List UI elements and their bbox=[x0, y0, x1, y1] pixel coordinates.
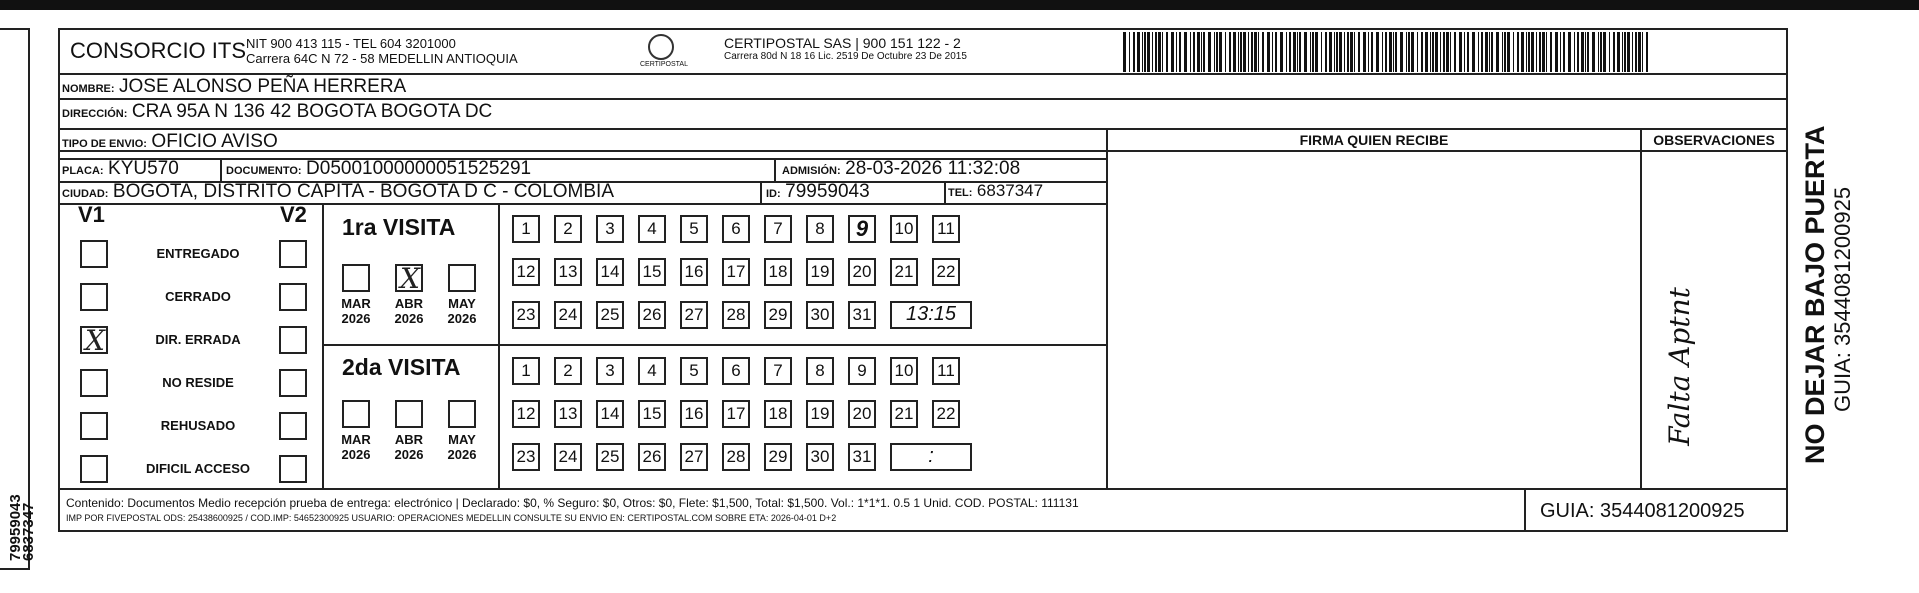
day-box: 29 bbox=[764, 301, 792, 329]
month-name: MAR bbox=[341, 432, 371, 447]
company-name: CONSORCIO ITS bbox=[70, 38, 247, 63]
month-label bbox=[442, 432, 482, 462]
left-strip-tel: 6837347 bbox=[20, 502, 37, 561]
day-box: 23 bbox=[512, 443, 540, 471]
ciudad-field: CIUDAD: BOGOTA, DISTRITO CAPITA - BOGOTA D C - COLOMBIA bbox=[62, 181, 615, 202]
day-box: 18 bbox=[764, 258, 792, 286]
company-info bbox=[246, 36, 518, 66]
divider bbox=[58, 203, 1108, 205]
divider bbox=[944, 181, 946, 203]
divider bbox=[322, 203, 324, 488]
visit2-title: 2da VISITA bbox=[342, 354, 461, 380]
placa-field: PLACA: KYU570 bbox=[62, 158, 179, 179]
day-box: 6 bbox=[722, 357, 750, 385]
day-box: 7 bbox=[764, 215, 792, 243]
footer-print-info: IMP POR FIVEPOSTAL ODS: 25438600925 / COD.IMP: 54652300925 USUARIO: OPERACIONES MEDELLIN CONSULTE SU ENVIO EN: CERTIPOSTAL.COM SOBRE ETA: 2026-04-01 D+2 bbox=[66, 513, 837, 523]
month-year: 2026 bbox=[341, 447, 371, 462]
day-box: 27 bbox=[680, 443, 708, 471]
day-box: 13 bbox=[554, 400, 582, 428]
day-box: 25 bbox=[596, 301, 624, 329]
day-box: 16 bbox=[680, 258, 708, 286]
day-box: 12 bbox=[512, 258, 540, 286]
divider bbox=[58, 150, 1788, 152]
day-box: 25 bbox=[596, 443, 624, 471]
company-nit: NIT 900 413 115 - TEL 604 3201000 bbox=[246, 36, 456, 51]
day-box: 8 bbox=[806, 215, 834, 243]
divider bbox=[1106, 128, 1108, 488]
time-box: 13:15 bbox=[890, 301, 972, 329]
day-box: 20 bbox=[848, 400, 876, 428]
day-box: 8 bbox=[806, 357, 834, 385]
month-checkbox bbox=[448, 264, 476, 292]
day-box: 22 bbox=[932, 400, 960, 428]
month-year: 2026 bbox=[394, 311, 424, 326]
day-box: 21 bbox=[890, 258, 918, 286]
day-box: 31 bbox=[848, 301, 876, 329]
certipostal-info bbox=[724, 36, 967, 64]
certipostal-logo: CERTIPOSTAL bbox=[640, 34, 682, 68]
day-box: 24 bbox=[554, 301, 582, 329]
divider bbox=[58, 128, 1788, 130]
tipo-envio-field: TIPO DE ENVIO: OFICIO AVISO bbox=[62, 131, 278, 152]
month-year: 2026 bbox=[447, 447, 477, 462]
day-box: 23 bbox=[512, 301, 540, 329]
day-box: 26 bbox=[638, 443, 666, 471]
month-label bbox=[336, 296, 376, 326]
day-box: 4 bbox=[638, 215, 666, 243]
month-checkbox bbox=[342, 264, 370, 292]
month-year: 2026 bbox=[394, 447, 424, 462]
day-box: 27 bbox=[680, 301, 708, 329]
top-border-bar bbox=[0, 0, 1919, 10]
status-label: ENTREGADO bbox=[156, 246, 240, 261]
day-box: 2 bbox=[554, 357, 582, 385]
day-box: 17 bbox=[722, 400, 750, 428]
month-checkbox bbox=[395, 400, 423, 428]
day-box: 30 bbox=[806, 443, 834, 471]
day-box: 14 bbox=[596, 258, 624, 286]
divider bbox=[1786, 73, 1788, 532]
day-box: 11 bbox=[932, 357, 960, 385]
visit1-title: 1ra VISITA bbox=[342, 214, 456, 240]
divider bbox=[774, 158, 776, 181]
day-box: 17 bbox=[722, 258, 750, 286]
admision-field: ADMISIÓN: 28-03-2026 11:32:08 bbox=[782, 158, 1021, 179]
left-strip-id: 79959043 bbox=[7, 494, 24, 561]
nombre-field: NOMBRE: JOSE ALONSO PEÑA HERRERA bbox=[62, 76, 407, 97]
divider bbox=[58, 98, 1788, 100]
status-label: NO RESIDE bbox=[162, 375, 234, 390]
day-box: 12 bbox=[512, 400, 540, 428]
day-box: 21 bbox=[890, 400, 918, 428]
footer-guia: GUIA: 3544081200925 bbox=[1540, 500, 1745, 522]
day-box: 24 bbox=[554, 443, 582, 471]
day-box: 26 bbox=[638, 301, 666, 329]
day-box: 2 bbox=[554, 215, 582, 243]
v2-checkbox bbox=[279, 326, 307, 354]
footer-contents: Contenido: Documentos Medio recepción prueba de entrega: electrónico | Declarado: $0, % Seguro: $0, Otros: $0, Flete: $1,500, Total: $1,500. Vol.: 1*1*1. 0.5 1 Unid. COD. POSTAL: 111131 bbox=[66, 496, 1079, 510]
day-box: 9 bbox=[848, 215, 876, 243]
v2-checkbox bbox=[279, 369, 307, 397]
firma-header: FIRMA QUIEN RECIBE bbox=[1299, 132, 1449, 148]
divider bbox=[58, 488, 1788, 490]
day-box: 3 bbox=[596, 357, 624, 385]
company-address: Carrera 64C N 72 - 58 MEDELLIN ANTIOQUIA bbox=[246, 51, 518, 66]
v1-checkbox bbox=[80, 240, 108, 268]
month-label bbox=[442, 296, 482, 326]
divider bbox=[760, 181, 762, 203]
right-guia-label: GUIA: 3544081200925 bbox=[1830, 186, 1855, 412]
status-label: CERRADO bbox=[165, 289, 231, 304]
month-label bbox=[389, 296, 429, 326]
day-box: 19 bbox=[806, 400, 834, 428]
day-box: 16 bbox=[680, 400, 708, 428]
day-box: 7 bbox=[764, 357, 792, 385]
v1-checkbox bbox=[80, 412, 108, 440]
month-name: MAY bbox=[448, 432, 476, 447]
divider bbox=[58, 73, 1788, 75]
day-box: 6 bbox=[722, 215, 750, 243]
day-box: 22 bbox=[932, 258, 960, 286]
v1-checkbox bbox=[80, 283, 108, 311]
v2-checkbox bbox=[279, 455, 307, 483]
documento-field: DOCUMENTO: D05001000000051525291 bbox=[226, 158, 532, 179]
month-name: ABR bbox=[394, 296, 424, 311]
month-label bbox=[336, 432, 376, 462]
day-box: 1 bbox=[512, 357, 540, 385]
divider bbox=[322, 344, 1108, 346]
day-box: 20 bbox=[848, 258, 876, 286]
v1-header: V1 bbox=[78, 202, 105, 227]
day-box: 5 bbox=[680, 357, 708, 385]
status-label: DIR. ERRADA bbox=[155, 332, 241, 347]
day-box: 14 bbox=[596, 400, 624, 428]
day-box: 4 bbox=[638, 357, 666, 385]
logo-icon bbox=[648, 34, 674, 60]
day-box: 1 bbox=[512, 215, 540, 243]
month-name: MAR bbox=[341, 296, 371, 311]
status-label: REHUSADO bbox=[160, 418, 236, 433]
day-box: 3 bbox=[596, 215, 624, 243]
day-box: 15 bbox=[638, 400, 666, 428]
v1-checkbox bbox=[80, 326, 108, 354]
day-box: 18 bbox=[764, 400, 792, 428]
status-label: DIFICIL ACCESO bbox=[145, 461, 250, 476]
day-box: 10 bbox=[890, 215, 918, 243]
day-box: 28 bbox=[722, 301, 750, 329]
day-box: 15 bbox=[638, 258, 666, 286]
day-box: 5 bbox=[680, 215, 708, 243]
month-year: 2026 bbox=[447, 311, 477, 326]
tel-field: TEL: 6837347 bbox=[948, 181, 1044, 200]
time-box: : bbox=[890, 443, 972, 471]
day-box: 9 bbox=[848, 357, 876, 385]
barcode bbox=[1123, 32, 1653, 72]
v2-header: V2 bbox=[280, 202, 307, 227]
v2-checkbox bbox=[279, 283, 307, 311]
month-checkbox bbox=[342, 400, 370, 428]
v2-checkbox bbox=[279, 412, 307, 440]
v2-checkbox bbox=[279, 240, 307, 268]
v1-checkbox bbox=[80, 369, 108, 397]
divider bbox=[220, 158, 222, 181]
v1-checkbox bbox=[80, 455, 108, 483]
certipostal-nit: CERTIPOSTAL SAS | 900 151 122 - 2 bbox=[724, 35, 961, 51]
divider bbox=[1524, 488, 1526, 532]
day-box: 13 bbox=[554, 258, 582, 286]
day-box: 31 bbox=[848, 443, 876, 471]
day-box: 29 bbox=[764, 443, 792, 471]
day-box: 19 bbox=[806, 258, 834, 286]
day-box: 28 bbox=[722, 443, 750, 471]
id-field: ID: 79959043 bbox=[766, 181, 870, 202]
certipostal-address: Carrera 80d N 18 16 Lic. 2519 De Octubre 23 De 2015 bbox=[724, 51, 967, 62]
month-name: ABR bbox=[394, 432, 424, 447]
observation-signature: Falta Aptnt bbox=[1662, 287, 1696, 446]
divider bbox=[1640, 128, 1642, 488]
month-checkbox bbox=[395, 264, 423, 292]
day-box: 11 bbox=[932, 215, 960, 243]
month-label bbox=[389, 432, 429, 462]
no-dejar-label: NO DEJAR BAJO PUERTA bbox=[1800, 125, 1830, 464]
day-box: 10 bbox=[890, 357, 918, 385]
month-year: 2026 bbox=[341, 311, 371, 326]
month-checkbox bbox=[448, 400, 476, 428]
direccion-field: DIRECCIÓN: CRA 95A N 136 42 BOGOTA BOGOTA DC bbox=[62, 101, 493, 122]
day-box: 30 bbox=[806, 301, 834, 329]
observaciones-header: OBSERVACIONES bbox=[1653, 132, 1775, 148]
left-strip-text bbox=[9, 361, 35, 561]
divider bbox=[498, 203, 500, 488]
month-name: MAY bbox=[448, 296, 476, 311]
